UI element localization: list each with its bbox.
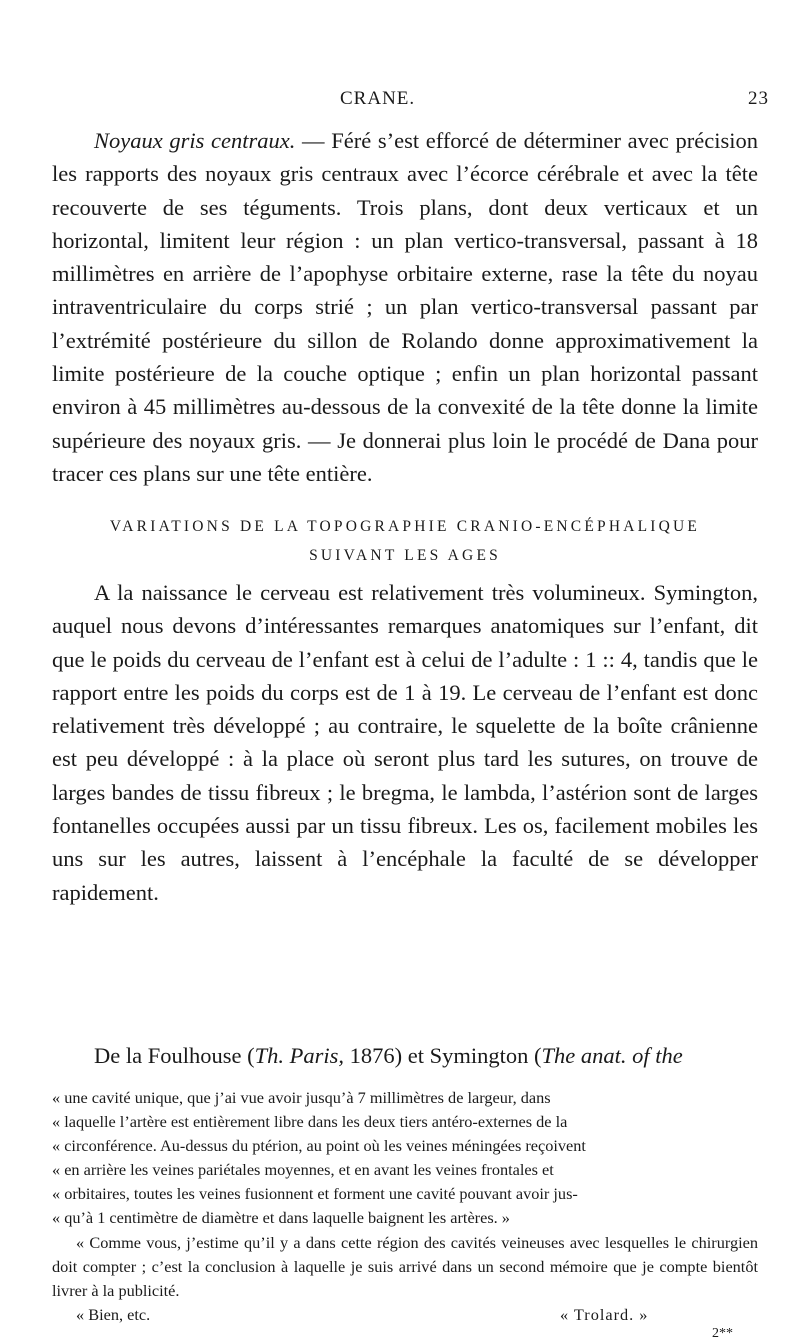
running-header <box>0 88 800 112</box>
paragraph-noyaux-gris <box>52 124 758 490</box>
header-title: CRANE. <box>340 88 416 109</box>
section-heading-line1: VARIATIONS DE LA TOPOGRAPHIE CRANIO-ENCÉPHALIQUE <box>109 518 701 535</box>
signature-mark: 2** <box>712 1326 733 1341</box>
quote-line: « qu’à 1 centimètre de diamètre et dans laquelle baignent les artères. » <box>52 1208 510 1228</box>
reference-anat: The anat. of the <box>541 1043 683 1068</box>
paragraph3-mid: 1876) et Symington ( <box>344 1043 542 1068</box>
paragraph-text: — Féré s’est efforcé de déterminer avec précision les rapports des noyaux gris centraux avec l’écorce cérébrale et avec la tête recouverte de ses téguments. Trois plans, dont deux verticaux et un horizontal, limitent leur région : un plan vertico-transversal, passant à 18 millimètres en arrière de l’apophyse orbitaire externe, rase la tête du noyau intraventriculaire du corps strié ; un plan vertico-transversal passant par l’extrémité postérieure du sillon de Rolando donne approximativement la limite postérieure de la couche optique ; enfin un plan horizontal passant environ à 45 millimètres au-dessous de la convexité de la tête donne la limite supérieure des noyaux gris. — Je donnerai plus loin le procédé de Dana pour tracer ces plans sur une tête entière. <box>52 128 759 486</box>
quote-line: « orbitaires, toutes les veines fusionnent et forment une cavité pouvant avoir jus- <box>52 1184 578 1204</box>
quote-line: « une cavité unique, que j’ai vue avoir jusqu’à 7 millimètres de largeur, dans <box>52 1088 551 1107</box>
paragraph-naissance: A la naissance le cerveau est relativement très volumineux. Symington, auquel nous devons d’intéressantes remarques anatomiques sur l’enfant, dit que le poids du cerveau de l’enfant est à celui de l’adulte : 1 :: 4, tandis que le rapport entre les poids du corps est de 1 à 19. Le cerveau de l’enfant est donc relativement très développé ; au contraire, le squelette de la boîte crânienne est peu développé : à la place où seront plus tard les sutures, on trouve de larges bandes de tissu fibreux ; le bregma, le lambda, l’astérion sont de larges fontanelles occupées aussi par un tissu fibreux. Les os, facilement mobiles les uns sur les autres, laissent à l’encéphale la faculté de se développer rapidement. <box>52 580 758 905</box>
quote-line: « laquelle l’artère est entièrement libre dans les deux tiers antéro-externes de la <box>52 1112 568 1132</box>
reference-thesis: Th. Paris, <box>254 1043 345 1068</box>
quote-line: « circonférence. Au-dessus du ptérion, au point où les veines méningées reçoivent <box>52 1136 586 1156</box>
paragraph-lead: Noyaux gris centraux. <box>94 128 296 153</box>
section-heading-line2: SUIVANT LES AGES <box>309 547 501 564</box>
signature <box>560 1305 648 1325</box>
quote-line: « en arrière les veines pariétales moyennes, et en avant les veines frontales et <box>52 1160 554 1180</box>
page-number: 23 <box>748 88 769 109</box>
section-heading <box>52 512 758 570</box>
paragraph-foulhouse <box>52 1039 758 1072</box>
signature-text: « Trolard. » <box>560 1305 649 1324</box>
quoted-letter <box>52 1086 758 1327</box>
quote-paragraph: « Comme vous, j’estime qu’il y a dans cette région des cavités veineuses avec lesquelles le chirurgien doit compter ; c’est la conclusion à laquelle je suis arrivé dans un second mémoire que je compte bientôt livrer à la publicité. <box>52 1232 758 1300</box>
paragraph3-pre: De la Foulhouse ( <box>94 1043 255 1068</box>
quote-closing: « Bien, etc. <box>76 1304 151 1324</box>
